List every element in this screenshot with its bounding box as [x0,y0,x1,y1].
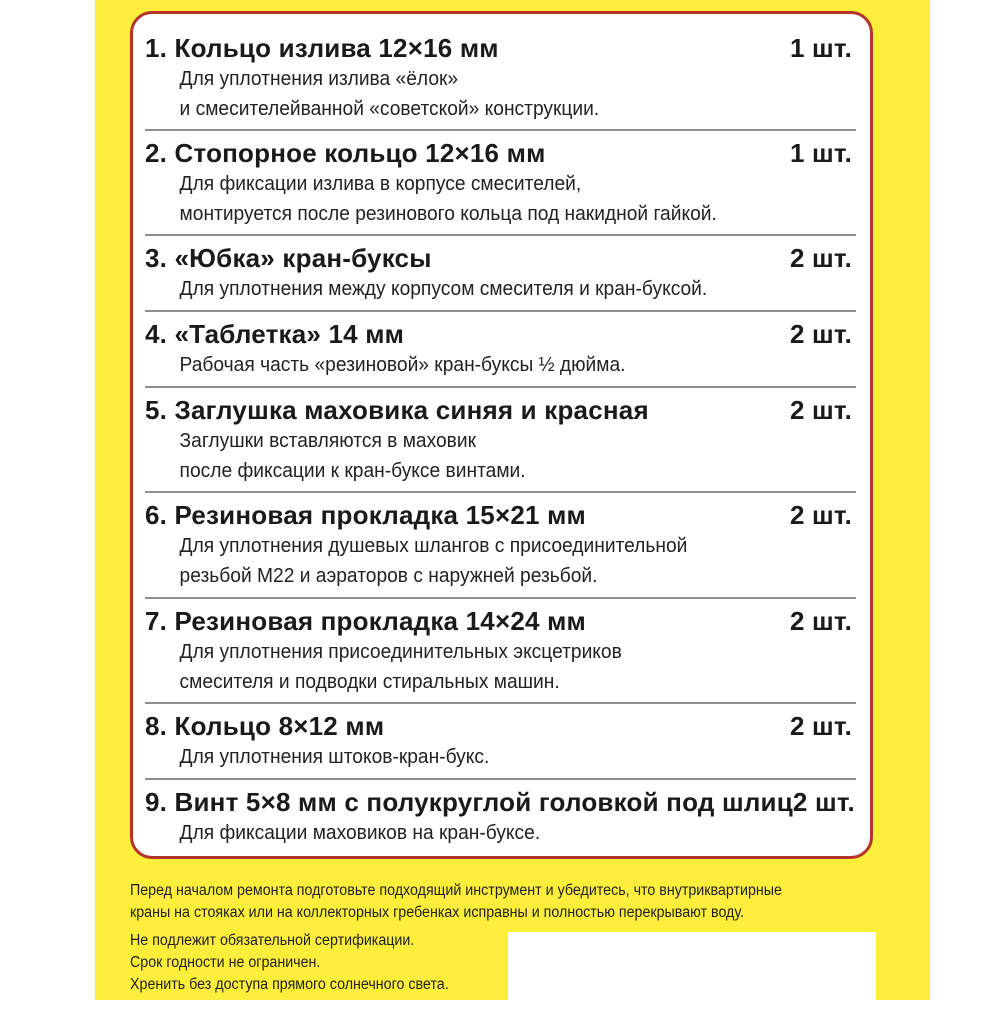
item-quantity: 1 шт. [789,33,852,63]
certification-note: Не подлежит обязательной сертификации. [130,932,415,949]
item-quantity: 2 шт. [789,500,852,530]
item-title [145,786,855,818]
item-title [145,137,852,169]
item-divider [145,310,856,312]
item-quantity: 2 шт. [789,319,852,349]
item-name: 5. Заглушка маховика синяя и красная [145,395,649,425]
item-title [145,394,852,426]
item-divider [145,129,856,131]
item-name: 6. Резиновая прокладка 15×21 мм [145,500,586,530]
item-title [145,605,852,637]
item-name: 8. Кольцо 8×12 мм [145,711,385,741]
item-divider [145,386,856,388]
list-item [133,605,870,697]
item-description-line: Для уплотнения штоков-кран-букс. [179,746,490,768]
item-divider [145,234,856,236]
contents-list [130,11,873,859]
list-item [133,318,870,380]
list-item [133,242,870,304]
item-quantity: 2 шт. [789,243,852,273]
item-divider [145,491,856,493]
item-divider [145,778,856,780]
item-description-line: Для фиксации излива в корпусе смесителей, [179,173,582,195]
item-title [145,242,852,274]
list-item [133,710,870,772]
item-quantity: 2 шт. [789,395,852,425]
item-title [145,318,852,350]
shelf-life-note: Срок годности не ограничен. [130,954,321,971]
item-description-line: монтируется после резинового кольца под накидной гайкой. [179,203,717,225]
storage-note: Хренить без доступа прямого солнечного света. [130,976,449,993]
item-name: 3. «Юбка» кран-буксы [145,243,432,273]
item-quantity: 1 шт. [789,138,852,168]
item-title [145,499,852,531]
item-name: 7. Резиновая прокладка 14×24 мм [145,606,586,636]
item-name: 2. Стопорное кольцо 12×16 мм [145,138,546,168]
item-divider [145,702,856,704]
item-description-line: Заглушки вставляются в маховик [179,430,476,452]
list-item [133,499,870,591]
blank-label-area [508,932,876,1012]
list-item [133,137,870,229]
item-divider [145,597,856,599]
item-name: 1. Кольцо излива 12×16 мм [145,33,499,63]
item-description-line: после фиксации к кран-буксе винтами. [179,460,526,482]
item-description-line: резьбой М22 и аэраторов с наружней резьбой. [179,565,598,587]
list-item [133,32,870,124]
item-name: 9. Винт 5×8 мм с полукруглой головкой под шлиц [145,787,793,817]
item-description-line: Для уплотнения излива «ёлок» [179,68,459,90]
item-description-line: Для уплотнения душевых шлангов с присоединительной [179,535,688,557]
item-title [145,710,852,742]
warning-text: краны на стояках или на коллекторных гребенках исправны и полностью перекрывают воду. [130,904,745,921]
item-name: 4. «Таблетка» 14 мм [145,319,405,349]
list-item [133,786,870,848]
item-quantity: 2 шт. [789,711,852,741]
item-description-line: смесителя и подводки стиральных машин. [179,671,560,693]
item-quantity: 2 шт. [792,787,855,817]
item-quantity: 2 шт. [789,606,852,636]
item-description-line: Для уплотнения присоединительных эксцетриков [179,641,622,663]
item-description-line: и смесителейванной «советской» конструкции. [179,98,600,120]
item-description-line: Рабочая часть «резиновой» кран-буксы ½ дюйма. [179,354,626,376]
item-title [145,32,852,64]
item-description-line: Для уплотнения между корпусом смесителя и кран-буксой. [179,278,708,300]
item-description-line: Для фиксации маховиков на кран-буксе. [179,822,541,844]
warning-text: Перед началом ремонта подготовьте подходящий инструмент и убедитесь, что внутриквартирные [130,882,782,899]
list-item [133,394,870,486]
